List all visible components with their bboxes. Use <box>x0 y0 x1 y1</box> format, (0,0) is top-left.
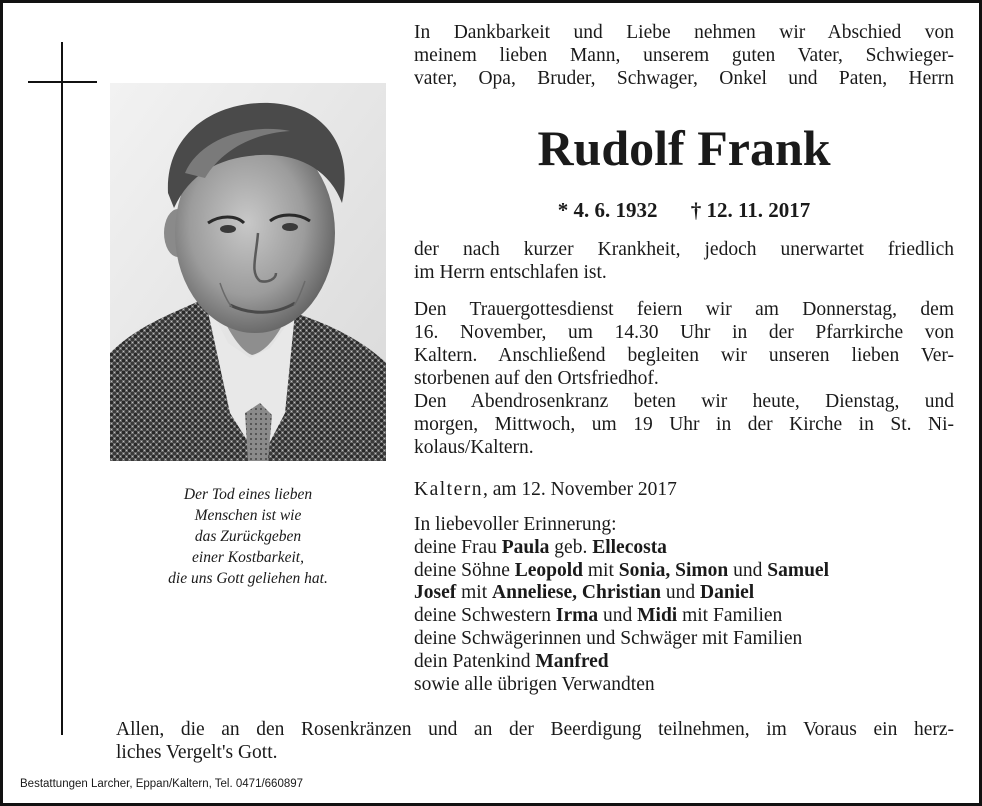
family-text: mit <box>456 582 493 604</box>
family-line <box>414 537 954 560</box>
family-line <box>414 605 954 628</box>
memorial-quote <box>112 484 384 589</box>
death-date: † 12. 11. 2017 <box>690 198 811 222</box>
family-line <box>414 560 954 583</box>
family-text: und <box>661 582 701 604</box>
place-date <box>414 478 677 501</box>
family-heading: In liebevoller Erinnerung: <box>414 514 617 535</box>
service-line: 16. November, um 14.30 Uhr in der Pfarrkirche von <box>414 322 954 343</box>
service-line: kolaus/Kaltern. <box>414 437 534 458</box>
family-text: dein Patenkind <box>414 650 536 672</box>
family-text: deine Söhne <box>414 559 515 581</box>
quote-line: die uns Gott geliehen hat. <box>168 570 328 587</box>
service-paragraph <box>414 298 954 459</box>
portrait-photo <box>110 83 386 461</box>
date-text: , am 12. November 2017 <box>482 479 677 500</box>
family-text: und <box>728 559 768 581</box>
family-name: Manfred <box>535 650 609 672</box>
service-line: storbenen auf den Ortsfriedhof. <box>414 368 659 389</box>
family-text: geb. <box>549 536 593 558</box>
intro-line: meinem lieben Mann, unserem guten Vater, Schwieger- <box>414 45 954 66</box>
funeral-home-footer: Bestattungen Larcher, Eppan/Kaltern, Tel. 0471/660897 <box>20 778 304 790</box>
service-line: Den Trauergottesdienst feiern wir am Donnerstag, dem <box>414 299 954 320</box>
thanks-line: liches Vergelt's Gott. <box>116 742 278 763</box>
family-text: und <box>598 605 638 627</box>
intro-line: vater, Opa, Bruder, Schwager, Onkel und Paten, Herrn <box>414 68 954 89</box>
deceased-name: Rudolf Frank <box>537 120 831 176</box>
thanks-line: Allen, die an den Rosenkränzen und an der Beerdigung teilnehmen, im Voraus ein herz- <box>116 719 954 740</box>
intro-line: In Dankbarkeit und Liebe nehmen wir Abschied von <box>414 22 954 43</box>
family-list <box>414 514 954 696</box>
passing-line: der nach kurzer Krankheit, jedoch unerwartet friedlich <box>414 239 954 260</box>
cross-icon <box>61 42 63 735</box>
family-line <box>414 651 954 674</box>
family-text: deine Frau <box>414 536 502 558</box>
quote-line: Menschen ist wie <box>194 507 302 524</box>
family-name: Samuel <box>767 559 830 581</box>
passing-line: im Herrn entschlafen ist. <box>414 262 607 283</box>
family-name: Midi <box>637 605 678 627</box>
family-name: Anneliese, Christian <box>492 582 662 604</box>
family-name: Paula <box>501 536 550 558</box>
birth-date: * 4. 6. 1932 <box>557 198 658 222</box>
intro-paragraph <box>414 21 954 90</box>
family-text: deine Schwestern <box>414 605 556 627</box>
quote-line: einer Kostbarkeit, <box>192 549 304 566</box>
passing-paragraph <box>414 238 954 284</box>
family-name: Daniel <box>700 582 755 604</box>
family-name: Sonia, Simon <box>618 559 729 581</box>
family-line: sowie alle übrigen Verwandten <box>414 673 655 695</box>
quote-line: Der Tod eines lieben <box>183 486 313 503</box>
family-text: mit Familien <box>677 605 783 627</box>
family-line: deine Schwägerinnen und Schwäger mit Familien <box>414 627 803 649</box>
service-line: Kaltern. Anschließend begleiten wir unseren lieben Ver- <box>414 345 954 366</box>
thanks-paragraph <box>116 718 954 764</box>
life-dates <box>414 197 954 223</box>
place-name: Kaltern <box>414 479 483 500</box>
family-name: Leopold <box>514 559 584 581</box>
service-line: morgen, Mittwoch, um 19 Uhr in der Kirche in St. Ni- <box>414 414 954 435</box>
quote-line: das Zurückgeben <box>194 528 302 545</box>
service-line: Den Abendrosenkranz beten wir heute, Dienstag, und <box>414 391 954 412</box>
family-name: Josef <box>414 582 457 604</box>
family-name: Irma <box>555 605 599 627</box>
family-name: Ellecosta <box>592 536 667 558</box>
family-line <box>414 582 954 605</box>
family-text: mit <box>583 559 619 581</box>
cross-icon-bar <box>28 81 97 83</box>
